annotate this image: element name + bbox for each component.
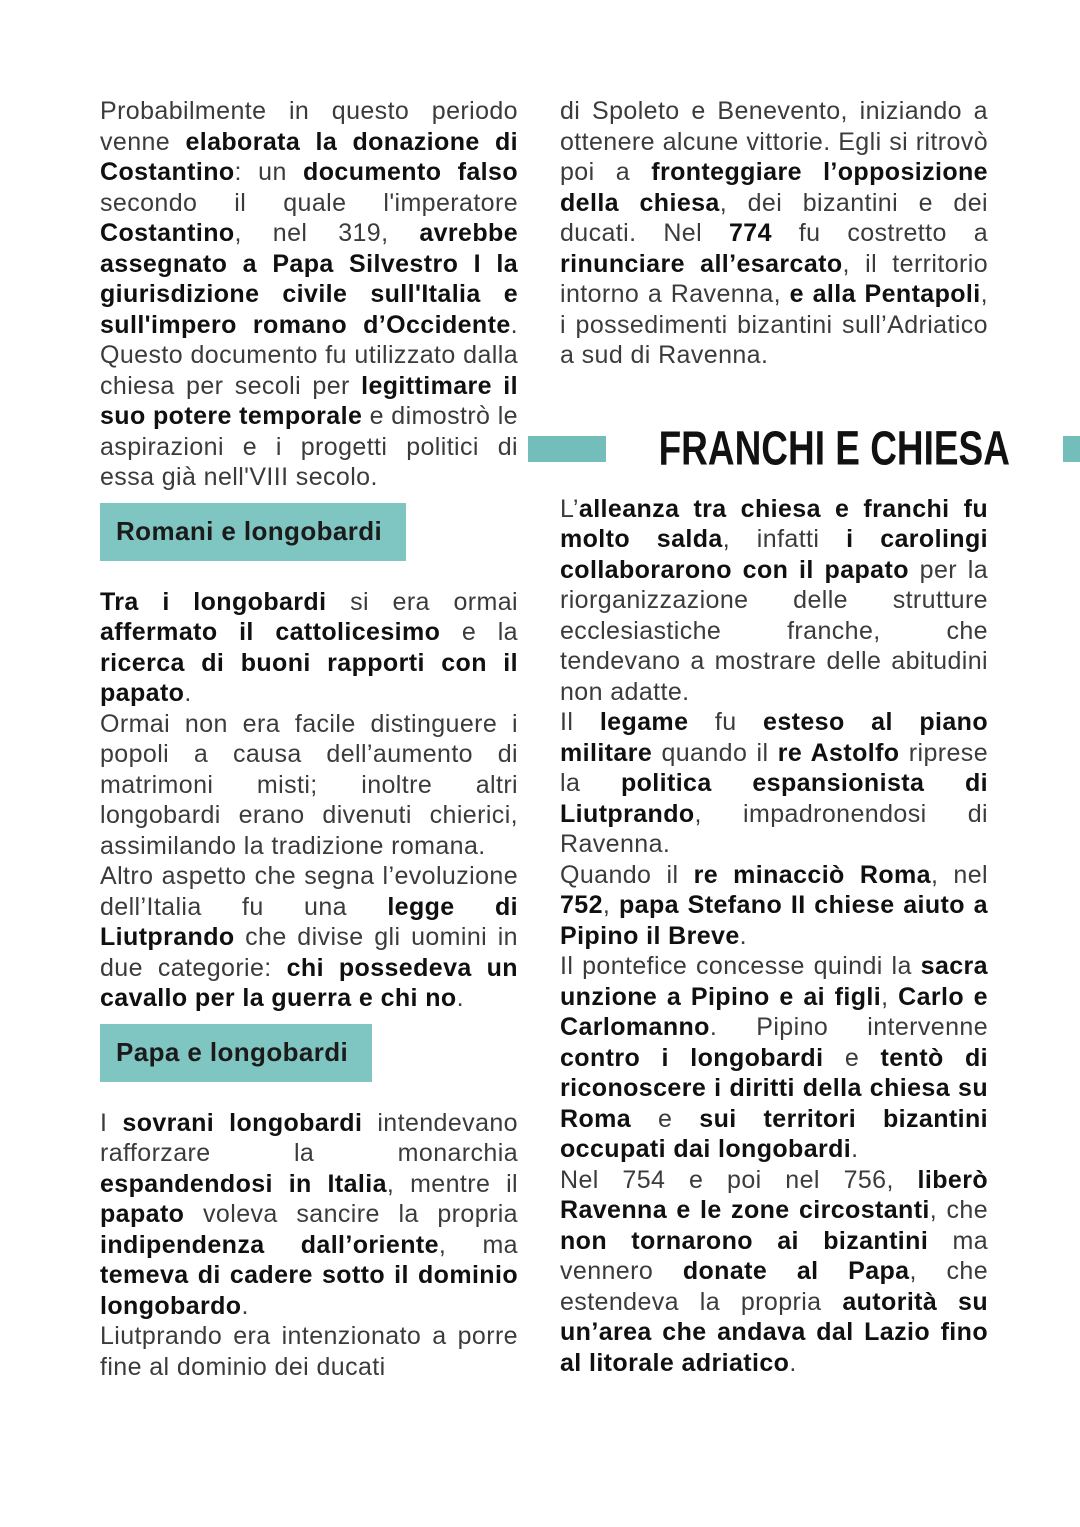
text-run: Costantino	[100, 219, 235, 247]
text-run: , impadronendosi di Ravenna.	[560, 799, 988, 858]
body-paragraph	[100, 709, 518, 862]
text-run: ,	[602, 891, 619, 919]
section-heading-box	[100, 1024, 372, 1082]
body-paragraph	[560, 707, 988, 860]
text-run: Il	[560, 708, 600, 736]
body-paragraph	[100, 587, 518, 709]
text-run: , che	[929, 1196, 988, 1224]
text-run: papa Stefano II chiese aiuto a Pipino il Breve	[560, 891, 988, 950]
text-run: elaborata la donazione di Costantino	[100, 127, 519, 186]
title-accent-bar-right	[1063, 436, 1080, 462]
text-run: .	[456, 984, 464, 1012]
text-run: riprese la	[560, 738, 988, 797]
text-run: non tornarono ai bizantini	[560, 1226, 929, 1255]
text-run: e	[631, 1104, 700, 1133]
text-run: ma vennero	[560, 1226, 988, 1285]
text-run: Ormai non era facile distinguere i popoli a causa dell’aumento di matrimoni misti; inoltre altri longobardi erano divenuti chierici, assimilando la tradizione romana.	[100, 709, 518, 860]
text-run: sovrani longobardi	[122, 1108, 363, 1137]
text-run: chi possedeva un cavallo per la guerra e chi no	[100, 953, 518, 1012]
text-run: .	[241, 1291, 249, 1320]
left-column	[100, 96, 518, 1382]
text-run: secondo il quale l'imperatore	[100, 188, 518, 217]
text-run: ,	[881, 982, 899, 1011]
text-run: sui territori bizantini occupati dai longobardi	[560, 1104, 988, 1163]
text-run: Nel 754 e poi nel 756,	[560, 1165, 918, 1194]
text-run: legittimare il suo potere temporale	[100, 371, 518, 430]
text-run: i carolingi collaborarono con il papato	[560, 525, 988, 584]
body-paragraph	[560, 1165, 988, 1379]
text-run: voleva sancire la propria	[184, 1200, 518, 1228]
text-run: espandendosi in Italia	[100, 1169, 387, 1198]
text-run: 752	[560, 891, 603, 919]
text-run: politica espansionista di Liutprando	[560, 769, 988, 828]
text-run: per la riorganizzazione delle strutture ecclesiastiche franche, che tendevano a mostrare delle abitudini non adatte.	[560, 555, 988, 706]
text-run: papato	[100, 1200, 185, 1228]
text-run: , che estendeva la propria	[560, 1257, 988, 1316]
text-run: , nel 319,	[234, 219, 420, 247]
text-run: : un	[234, 158, 304, 186]
text-run: e dimostrò le aspirazioni e i progetti politici di essa già nell'VIII secolo.	[100, 402, 518, 491]
text-run: temeva di cadere sotto il dominio longobardo	[100, 1261, 518, 1320]
text-run: di Spoleto e Benevento, iniziando a ottenere alcune vittorie. Egli si ritrovò poi a	[560, 97, 988, 186]
title-accent-bar-left	[528, 436, 606, 462]
section-heading-label: Romani e longobardi	[116, 515, 383, 546]
text-run: , nel	[930, 860, 988, 889]
section-heading-box	[100, 503, 406, 561]
text-run: , infatti	[722, 525, 847, 553]
text-run: e	[823, 1043, 881, 1072]
text-run: quando il	[652, 738, 778, 767]
section-title-row	[528, 421, 1018, 476]
section-heading-label: Papa e longobardi	[116, 1036, 349, 1067]
text-run: . Questo documento fu utilizzato dalla chiesa per secoli per	[100, 310, 518, 400]
text-run: legge di Liutprando	[100, 892, 518, 951]
text-run: tentò di riconoscere i diritti della chiesa su Roma	[560, 1043, 989, 1133]
text-run: alleanza tra chiesa e franchi fu molto salda	[560, 494, 988, 553]
text-run: 774	[728, 219, 772, 247]
text-run: . Pipino intervenne	[709, 1013, 988, 1041]
text-run: e la	[440, 618, 518, 646]
body-paragraph	[560, 96, 988, 371]
text-run: , il territorio intorno a Ravenna,	[560, 249, 988, 308]
text-run: fu	[688, 708, 764, 736]
text-run: donate al Papa	[682, 1257, 910, 1285]
text-run: documento falso	[303, 158, 518, 186]
text-run: esteso al piano militare	[560, 708, 988, 767]
text-run: rinunciare all’esarcato	[560, 249, 843, 278]
text-run: Liutprando era intenzionato a porre fine al dominio dei ducati	[100, 1322, 518, 1381]
text-run: Il pontefice concesse quindi la	[560, 952, 921, 980]
text-run: liberò Ravenna e le zone circostanti	[560, 1165, 988, 1224]
text-run: Altro aspetto che segna l’evoluzione dell’Italia fu una	[100, 862, 518, 921]
text-run: .	[789, 1348, 797, 1377]
text-run: I	[100, 1108, 123, 1137]
text-run: , mentre il	[386, 1169, 518, 1198]
text-run: Quando il	[560, 860, 694, 889]
text-run: .	[184, 679, 192, 707]
text-run: avrebbe assegnato a Papa Silvestro I la giurisdizione civile sull'Italia e sull'impero romano d’Occidente	[100, 219, 518, 339]
text-run: ricerca di buoni rapporti con il papato	[100, 648, 518, 707]
text-run: re minacciò Roma	[693, 860, 931, 889]
text-run: fu costretto a	[771, 219, 988, 247]
text-run: legame	[599, 708, 689, 736]
section-title: FRANCHI E CHIESA	[658, 421, 1010, 476]
text-run: intendevano rafforzare la monarchia	[100, 1108, 518, 1167]
body-paragraph	[560, 951, 988, 1165]
text-run: indipendenza dall’oriente	[100, 1230, 439, 1259]
text-run: autorità su un’area che andava dal Lazio fino al litorale adriatico	[560, 1287, 989, 1377]
text-run: L’	[560, 494, 579, 523]
text-run: , dei bizantini e dei ducati. Nel	[560, 188, 988, 247]
body-paragraph	[560, 494, 988, 708]
text-run: e alla Pentapoli	[789, 280, 981, 308]
right-column	[560, 96, 1010, 1382]
text-run: Carlo e Carlomanno	[560, 982, 988, 1041]
body-paragraph	[100, 1108, 518, 1322]
body-paragraph	[100, 861, 518, 1014]
text-run: che divise gli uomini in due categorie:	[100, 923, 518, 982]
text-run: fronteggiare l’opposizione della chiesa	[560, 158, 988, 217]
body-paragraph	[100, 1321, 518, 1382]
text-run: re Astolfo	[777, 738, 900, 767]
text-run: contro i longobardi	[560, 1043, 824, 1072]
body-paragraph	[560, 860, 988, 952]
text-run: affermato il cattolicesimo	[100, 618, 441, 646]
text-run: sacra unzione a Pipino e ai figli	[560, 952, 988, 1011]
text-run: si era ormai	[326, 587, 518, 616]
text-run: Tra i longobardi	[100, 587, 327, 616]
text-run: , ma	[438, 1230, 518, 1259]
text-run: , i possedimenti bizantini sull’Adriatico a sud di Ravenna.	[560, 280, 988, 369]
text-run: .	[739, 921, 748, 950]
text-run: Probabilmente in questo periodo venne	[100, 97, 518, 156]
body-paragraph	[100, 96, 518, 493]
two-column-layout	[100, 96, 1010, 1382]
text-run: .	[851, 1135, 859, 1163]
